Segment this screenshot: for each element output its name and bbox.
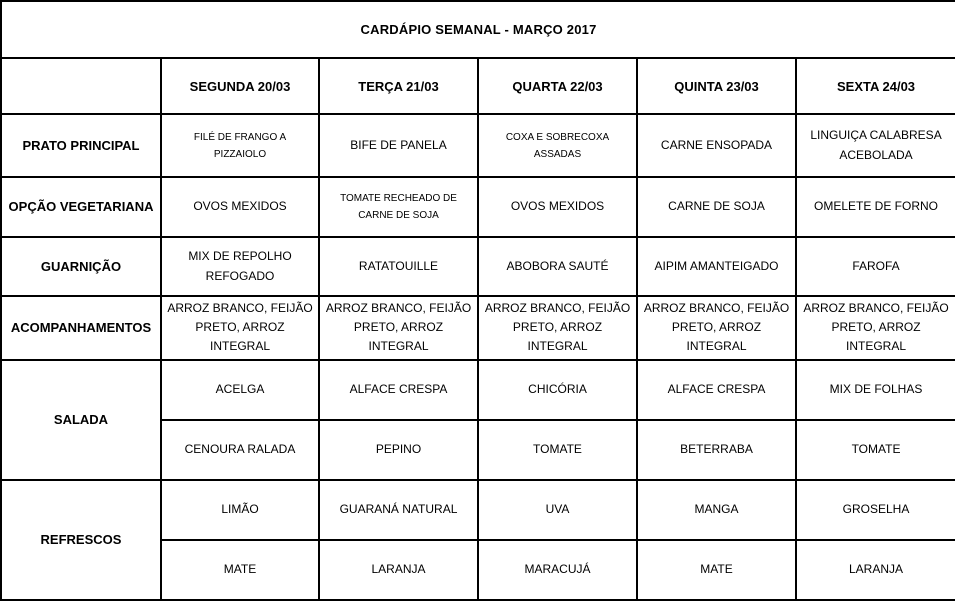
menu-cell: CARNE DE SOJA: [637, 177, 796, 237]
menu-cell: PEPINO: [319, 420, 478, 480]
menu-cell: MANGA: [637, 480, 796, 540]
row-label-prato-principal: PRATO PRINCIPAL: [1, 114, 161, 177]
row-label-guarnicao: GUARNIÇÃO: [1, 237, 161, 296]
header-empty-cell: [1, 58, 161, 114]
title-row: [1, 1, 955, 58]
row-label-refrescos: REFRESCOS: [1, 480, 161, 600]
menu-cell: BETERRABA: [637, 420, 796, 480]
menu-cell: TOMATE RECHEADO DE CARNE DE SOJA: [319, 177, 478, 237]
menu-cell: LARANJA: [319, 540, 478, 600]
menu-cell: FAROFA: [796, 237, 955, 296]
menu-cell: AIPIM AMANTEIGADO: [637, 237, 796, 296]
table-row-guarnicao: [1, 237, 955, 296]
menu-cell: OVOS MEXIDOS: [161, 177, 319, 237]
menu-cell: GUARANÁ NATURAL: [319, 480, 478, 540]
header-sexta: SEXTA 24/03: [796, 58, 955, 114]
table-row-salada-1: [1, 360, 955, 420]
menu-cell: MATE: [637, 540, 796, 600]
menu-cell: ACELGA: [161, 360, 319, 420]
header-quarta: QUARTA 22/03: [478, 58, 637, 114]
menu-cell: ARROZ BRANCO, FEIJÃO PRETO, ARROZ INTEGRAL: [161, 296, 319, 360]
menu-cell: GROSELHA: [796, 480, 955, 540]
menu-cell: ABOBORA SAUTÉ: [478, 237, 637, 296]
table-row-refrescos-1: [1, 480, 955, 540]
table-row-opcao-vegetariana: [1, 177, 955, 237]
menu-cell: LINGUIÇA CALABRESA ACEBOLADA: [796, 114, 955, 177]
menu-cell: BIFE DE PANELA: [319, 114, 478, 177]
menu-cell: CARNE ENSOPADA: [637, 114, 796, 177]
menu-cell: COXA E SOBRECOXA ASSADAS: [478, 114, 637, 177]
menu-cell: MARACUJÁ: [478, 540, 637, 600]
menu-cell: MIX DE REPOLHO REFOGADO: [161, 237, 319, 296]
menu-cell: TOMATE: [478, 420, 637, 480]
menu-cell: TOMATE: [796, 420, 955, 480]
menu-cell: OMELETE DE FORNO: [796, 177, 955, 237]
row-label-acompanhamentos: ACOMPANHAMENTOS: [1, 296, 161, 360]
menu-cell: ARROZ BRANCO, FEIJÃO PRETO, ARROZ INTEGRAL: [478, 296, 637, 360]
table-row-prato-principal: [1, 114, 955, 177]
menu-cell: LARANJA: [796, 540, 955, 600]
row-label-salada: SALADA: [1, 360, 161, 480]
menu-cell: OVOS MEXIDOS: [478, 177, 637, 237]
menu-cell: LIMÃO: [161, 480, 319, 540]
menu-cell: RATATOUILLE: [319, 237, 478, 296]
header-terca: TERÇA 21/03: [319, 58, 478, 114]
row-label-opcao-vegetariana: OPÇÃO VEGETARIANA: [1, 177, 161, 237]
table-row-acompanhamentos: [1, 296, 955, 360]
menu-cell: ARROZ BRANCO, FEIJÃO PRETO, ARROZ INTEGRAL: [637, 296, 796, 360]
menu-cell: ALFACE CRESPA: [637, 360, 796, 420]
menu-cell: FILÉ DE FRANGO A PIZZAIOLO: [161, 114, 319, 177]
menu-cell: CENOURA RALADA: [161, 420, 319, 480]
menu-cell: ARROZ BRANCO, FEIJÃO PRETO, ARROZ INTEGRAL: [796, 296, 955, 360]
menu-cell: MIX DE FOLHAS: [796, 360, 955, 420]
header-row: [1, 58, 955, 114]
page-title: CARDÁPIO SEMANAL - MARÇO 2017: [1, 1, 955, 58]
menu-cell: MATE: [161, 540, 319, 600]
header-segunda: SEGUNDA 20/03: [161, 58, 319, 114]
menu-cell: ALFACE CRESPA: [319, 360, 478, 420]
header-quinta: QUINTA 23/03: [637, 58, 796, 114]
menu-cell: ARROZ BRANCO, FEIJÃO PRETO, ARROZ INTEGRAL: [319, 296, 478, 360]
menu-cell: CHICÓRIA: [478, 360, 637, 420]
menu-cell: UVA: [478, 480, 637, 540]
